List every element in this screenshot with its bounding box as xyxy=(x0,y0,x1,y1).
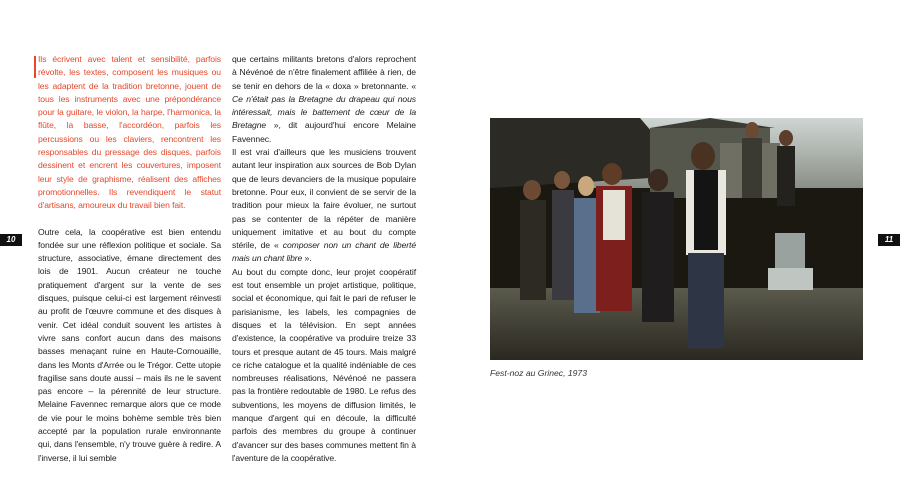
left-column xyxy=(38,53,221,465)
intro-paragraph xyxy=(38,53,221,213)
body-paragraph-2: que certains militants bretons d'alors reprochent à Névénoé de n'être finalement affiliée à rien, de se tenir en dehors de la « doxa » bretonnante. « Ce n'était pas la Bretagne du drapeau qui nous intéressait, mais le battement de cœur de la Bretagne », dit aujourd'hui encore Melaine Favennec. xyxy=(232,54,416,144)
intro-accent-bar xyxy=(34,56,36,78)
photo-illustration xyxy=(490,118,863,360)
body-paragraph-3: Il est vrai d'ailleurs que les musiciens trouvent autant leur inspiration aux sources de Bob Dylan que de leurs devanciers de la musique populaire bretonne. Pour eux, il convient de se servir de la tradition pour mieux la faire évoluer, ne surtout pas se contenter de la répéter de manière uniquement imitative et au bout du compte stérile, de « composer non un chant de liberté mais un chant libre ». xyxy=(232,147,417,264)
page-number-right: 11 xyxy=(878,234,900,246)
photo-caption: Fest-noz au Grinec, 1973 xyxy=(490,368,587,378)
middle-column xyxy=(232,53,416,465)
page-number-left: 10 xyxy=(0,234,22,246)
fest-noz-photo xyxy=(490,118,863,360)
quote-1: Ce n'était pas la Bretagne du drapeau qui nous intéressait, mais le battement de cœur de la Bretagne xyxy=(232,93,416,131)
intro-text: Ils écrivent avec talent et sensibilité, parfois révolte, les textes, composent les musiques ou les adaptent de la tradition bretonne, jouent de tous les instruments avec une prépondérance pour la guitare, le violon, la harpe, l'harmonica, la flûte, la basse, l'accordéon, parfois les percussions ou les claviers, rencontrent les responsables du pressage des disques, parfois dessinent et encrent les couvertures, imposent leur style de graphisme, réalisent des affiches promotionnelles. Ils revendiquent le statut d'artisans, amoureux du travail bien fait. xyxy=(38,54,221,211)
body-paragraph-1: Outre cela, la coopérative est bien entendu fondée sur une réflexion politique et sociale. Sa structure, associative, émane directement des lois de 1901. Aucun créateur ne touche pratiquement d'argent sur la vente de ses disques, puisque celui-ci est largement réinvesti au profit de l'œuvre commune et des disques à venir. Cet idéal conduit souvent les artistes à vivre sans confort aucun dans des maisons basses menaçant ruine en Haute-Cornouaille, dans les Monts d'Arrée ou le Trégor. Cette utopie fragilise sans doute aussi – mais ils ne le savent pas encore – la pérennité de leur structure. Melaine Favennec remarque alors que ce mode de vie pour le moins bohème semble très bien accepté par la population rurale environnante qui, dans l'ensemble, n'y trouve guère à redire. A l'inverse, il lui semble xyxy=(38,226,221,463)
quote-2: composer non un chant de liberté mais un chant libre xyxy=(232,240,417,264)
body-paragraph-4: Au bout du compte donc, leur projet coopératif est tout ensemble un projet artistique, politique, social et économique, qui fait le pari de refuser le parisianisme, les labels, les compagnies de disques et la télévision. En sept années d'existence, la coopérative va produire treize 33 tours et presque autant de 45 tours. Mais malgré ce riche catalogue et la qualité indéniable de ces nombreuses réalisations, Névénoé ne passera pas la frontière redoutable de 1980. Le refus des subventions, les moyens de diffusion limités, le manque d'argent qui en découle, la difficulté parfois des membres du groupe à continuer d'avancer sur des bases communes mettent fin à l'aventure de la coopérative. xyxy=(232,266,416,463)
